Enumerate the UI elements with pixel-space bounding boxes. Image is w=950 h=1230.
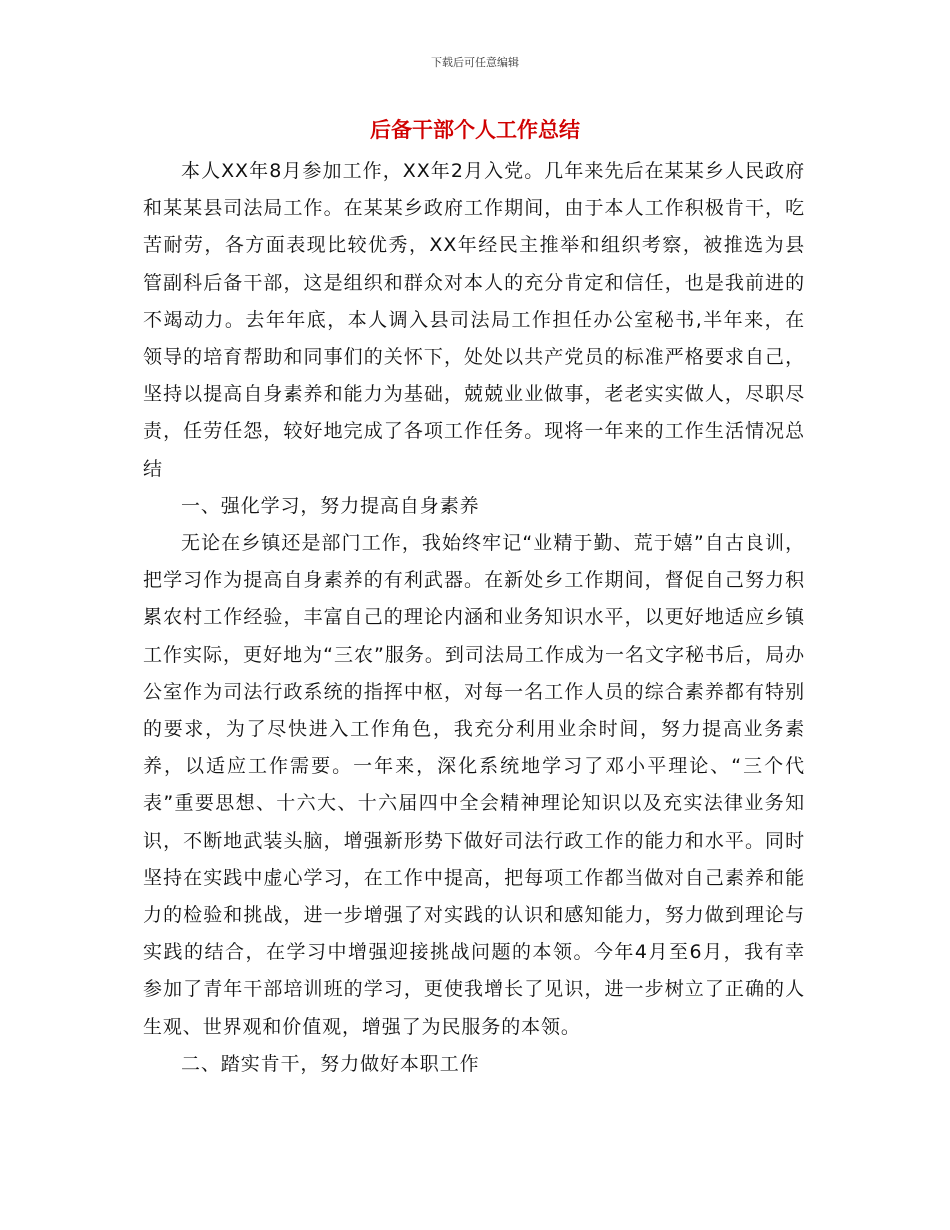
section-heading-1: 一、强化学习，努力提高自身素养 [181,494,480,517]
paragraph-study: 无论在乡镇还是部门工作，我始终牢记“业精于勤、荒于嬉”自古良训，把学习作为提高自身素养的有利武器。在新处乡工作期间，督促自己努力积累农村工作经验，丰富自己的理论内涵和业务知识水平，以更好地适应乡镇工作实际，更好地为“三农”服务。到司法局工作成为一名文字秘书后，局办公室作为司法行政系统的指挥中枢，对每一名工作人员的综合素养都有特别的要求，为了尽快进入工作角色，我充分利用业余时间，努力提高业务素养，以适应工作需要。一年来，深化系统地学习了邓小平理论、“三个代表”重要思想、十六大、十六届四中全会精神理论知识以及充实法律业务知识，不断地武装头脑，增强新形势下做好司法行政工作的能力和水平。同时坚持在实践中虚心学习，在工作中提高，把每项工作都当做对自己素养和能力的检验和挑战，进一步增强了对实践的认识和感知能力，努力做到理论与实践的结合，在学习中增强迎接挑战问题的本领。今年4月至6月，我有幸参加了青年干部培训班的学习，更使我增长了见识，进一步树立了正确的人生观、世界观和价值观，增强了为民服务的本领。 [143,532,805,1038]
document-title: 后备干部个人工作总结 [370,118,580,142]
paragraph-intro: 本人XX年8月参加工作，XX年2月入党。几年来先后在某某乡人民政府和某某县司法局工作。在某某乡政府工作期间，由于本人工作积极肯干，吃苦耐劳，各方面表现比较优秀，XX年经民主推举和组织考察，被推选为县管副科后备干部，这是组织和群众对本人的充分肯定和信任，也是我前进的不竭动力。去年年底，本人调入县司法局工作担任办公室秘书,半年来，在领导的培育帮助和同事们的关怀下，处处以共产党员的标准严格要求自己，坚持以提高自身素养和能力为基础，兢兢业业做事，老老实实做人，尽职尽责，任劳任怨，较好地完成了各项工作任务。现将一年来的工作生活情况总结 [143,160,805,480]
section-heading-2: 二、踏实肯干，努力做好本职工作 [181,1052,480,1075]
header-note: 下载后可任意编辑 [431,56,519,69]
document-body [143,153,805,1083]
